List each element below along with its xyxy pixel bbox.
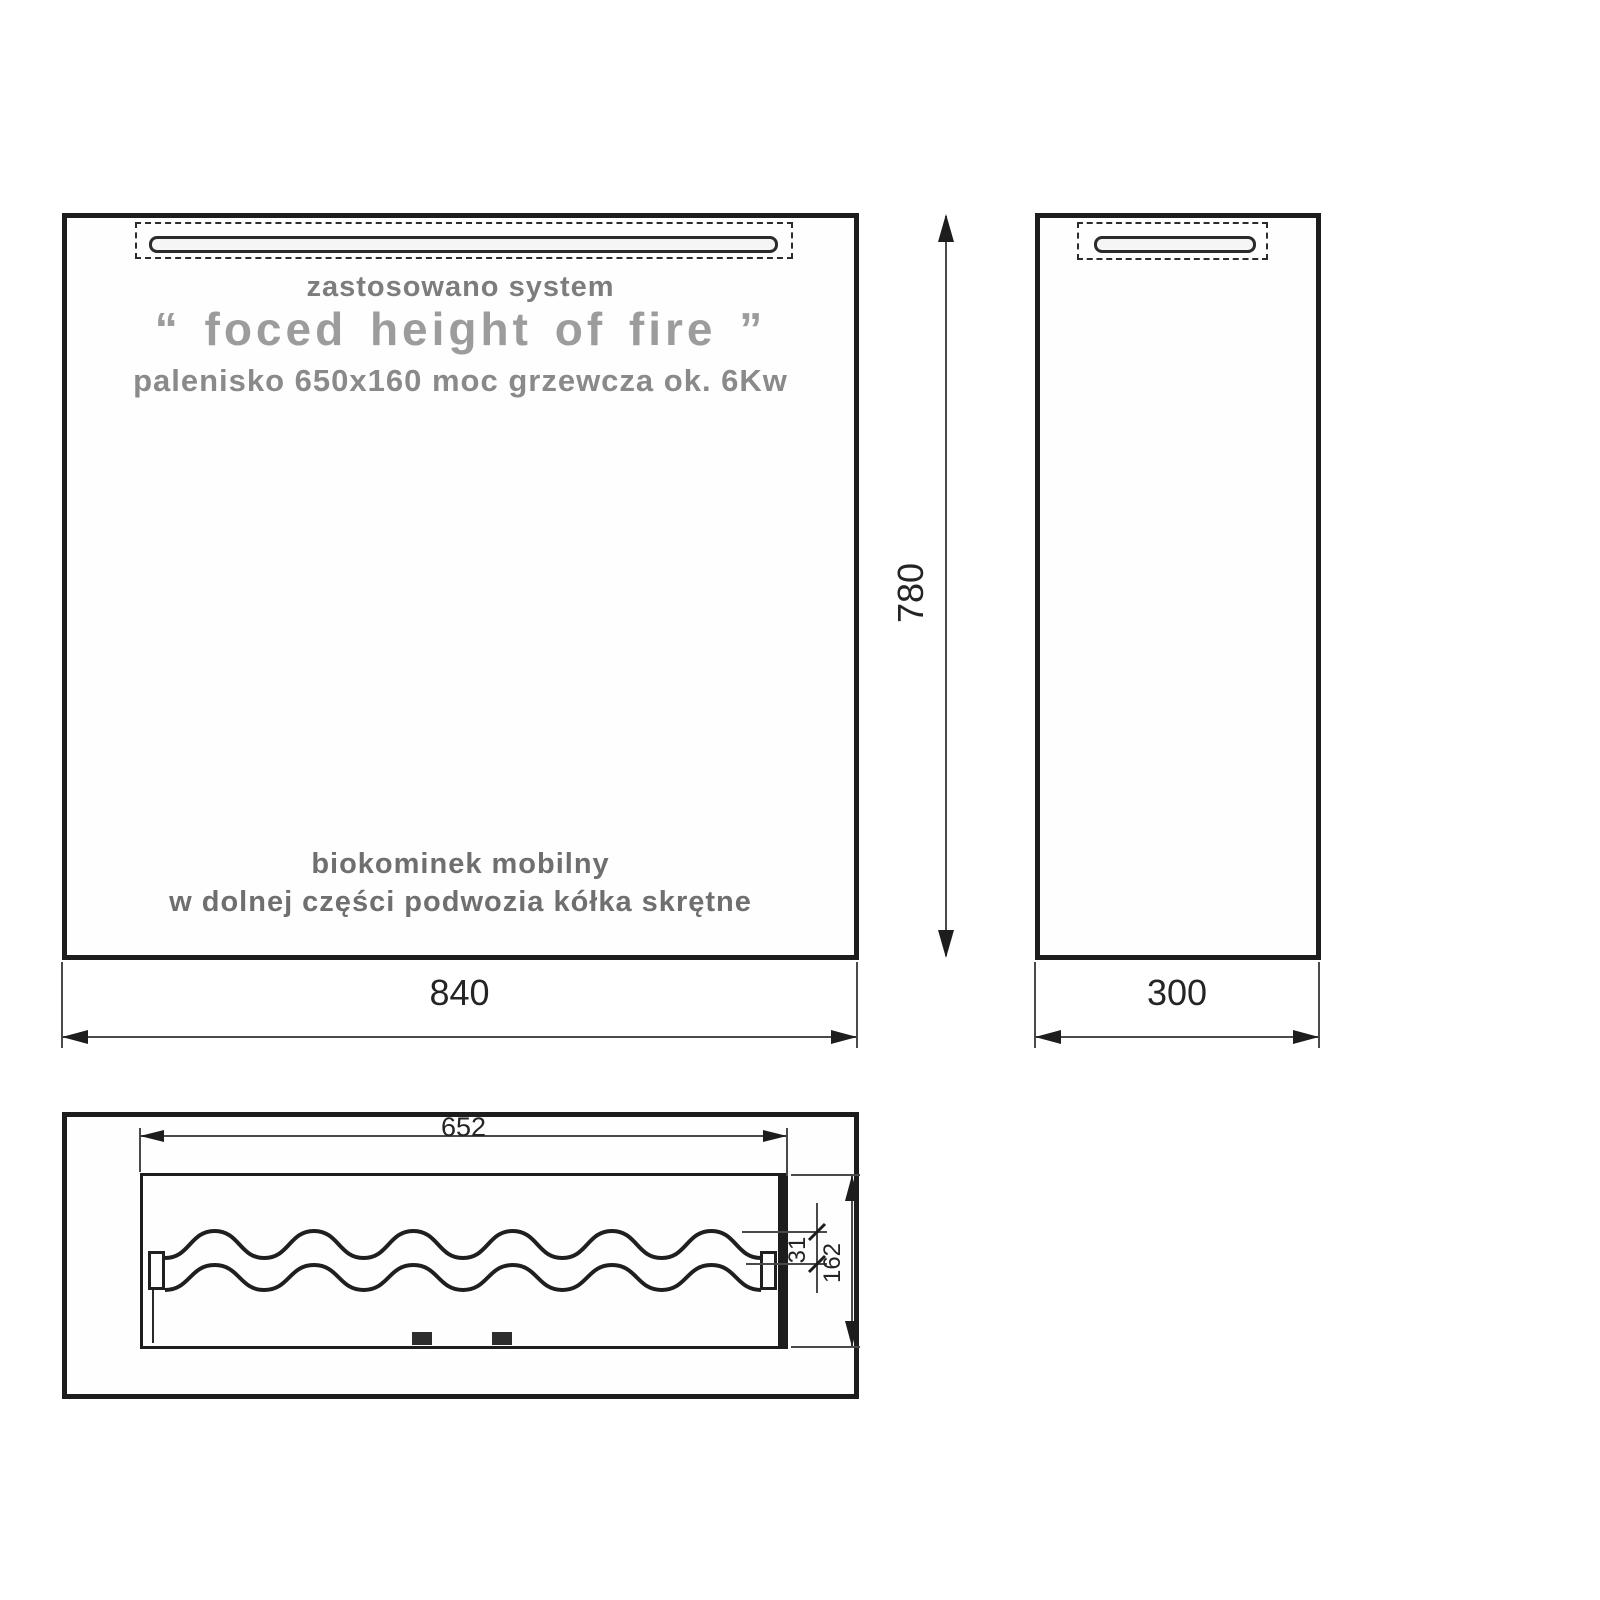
burner-tray-outline	[140, 1173, 788, 1349]
dim-31-label: 31	[784, 1236, 811, 1264]
note-system-line: zastosowano system	[306, 271, 615, 303]
dim-780-lines	[938, 214, 954, 958]
note-wheels-line: w dolnej części podwozia kółka skrętne	[169, 886, 752, 918]
burner-wave-right-cap	[760, 1251, 777, 1290]
note-mobile-line: biokominek mobilny	[311, 848, 610, 880]
mounting-square-left	[412, 1332, 432, 1345]
dim-652-label: 652	[440, 1112, 487, 1142]
mounting-square-right	[492, 1332, 512, 1345]
dim-162-label: 162	[819, 1242, 846, 1284]
dim-300-label: 300	[1146, 972, 1208, 1013]
note-brand-line: “ foced height of fire ”	[154, 303, 767, 355]
dim-780-label: 780	[890, 562, 931, 624]
side-view-outline	[1035, 213, 1321, 960]
side-burner-slot	[1094, 236, 1256, 253]
note-palenisko-line: palenisko 650x160 moc grzewcza ok. 6Kw	[133, 363, 788, 398]
dim-840-label: 840	[429, 972, 490, 1013]
burner-wave-left-cap	[148, 1251, 165, 1290]
front-burner-slot	[149, 236, 778, 253]
